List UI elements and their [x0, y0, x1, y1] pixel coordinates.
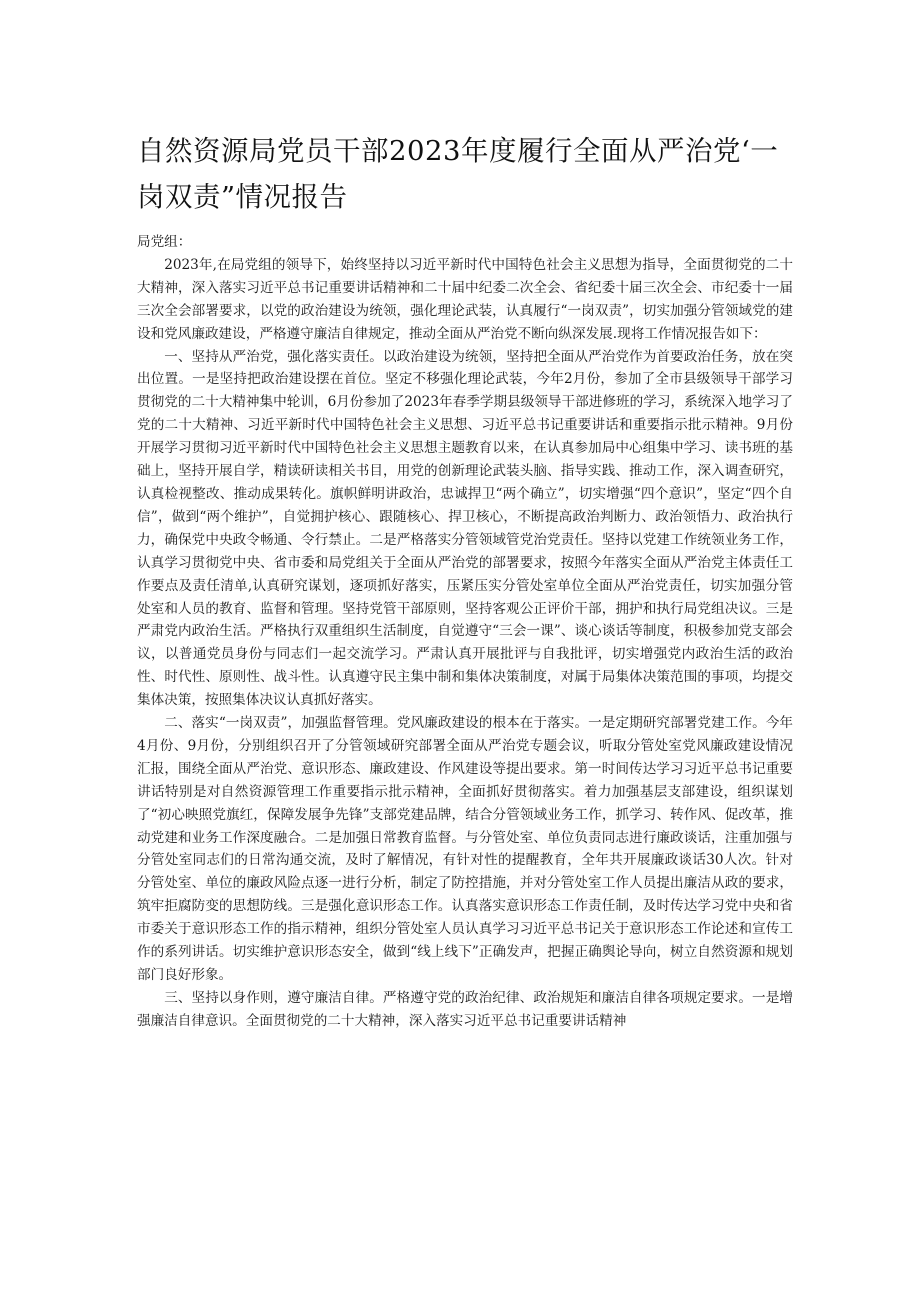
paragraph-section-3: 三、坚持以身作则，遵守廉洁自律。严格遵守党的政治纪律、政治规矩和廉洁自律各项规定要求。一是增强廉洁自律意识。全面贯彻党的二十大精神，深入落实习近平总书记重要讲话精神	[137, 989, 793, 1029]
document-body	[137, 231, 793, 1033]
paragraph-intro: 2023年,在局党组的领导下，始终坚持以习近平新时代中国特色社会主义思想为指导，全面贯彻党的二十大精神，深入落实习近平总书记重要讲话精神和二十届中纪委二次全会、省纪委十届三次全会、市纪委十一届三次全会部署要求，以党的政治建设为统领，强化理论武装，认真履行“一岗双责”，切实加强分管领域党的建设和党风廉政建设，严格遵守廉洁自律规定，推动全面从严治党不断向纵深发展.现将工作情况报告如下：	[137, 256, 793, 342]
document-title: 自然资源局党员干部2023年度履行全面从严治党‘一岗双责”情况报告	[137, 135, 779, 213]
salutation: 局党组：	[137, 234, 192, 250]
paragraph-section-1: 一、坚持从严治党，强化落实责任。以政治建设为统领，坚持把全面从严治党作为首要政治任务，放在突出位置。一是坚持把政治建设摆在首位。坚定不移强化理论武装，今年2月份，参加了全市县级领导干部学习贯彻党的二十大精神集中轮训，6月份参加了2023年春季学期县级领导干部进修班的学习，系统深入地学习了党的二十大精神、习近平新时代中国特色社会主义思想、习近平总书记重要讲话和重要指示批示精神。9月份开展学习贯彻习近平新时代中国特色社会主义思想主题教育以来，在认真参加局中心组集中学习、读书班的基础上，坚持开展自学，精读研读相关书目，用党的创新理论武装头脑、指导实践、推动工作，深入调查研究，认真检视整改、推动成果转化。旗帜鲜明讲政治，忠诚捍卫“两个确立”，切实增强“四个意识”，坚定“四个自信”，做到“两个维护”，自觉拥护核心、跟随核心、捍卫核心，不断提高政治判断力、政治领悟力、政治执行力，确保党中央政令畅通、令行禁止。二是严格落实分管领域管党治党责任。坚持以党建工作统领业务工作，认真学习贯彻党中央、省市委和局党组关于全面从严治党的部署要求，按照今年落实全面从严治党主体责任工作要点及责任清单,认真研究谋划，逐项抓好落实，压紧压实分管处室单位全面从严治党责任，切实加强分管处室和人员的教育、监督和管理。坚持党管干部原则，坚持客观公正评价干部，拥护和执行局党组决议。三是严肃党内政治生活。严格执行双重组织生活制度，自觉遵守“三会一课”、谈心谈话等制度，积极参加党支部会议，以普通党员身份与同志们一起交流学习。严肃认真开展批评与自我批评，切实增强党内政治生活的政治性、时代性、原则性、战斗性。认真遵守民主集中制和集体决策制度，对属于局集体决策范围的事项，均提交集体决策，按照集体决议认真抓好落实。	[137, 348, 793, 709]
paragraph-section-2: 二、落实“一岗双责”，加强监督管理。党风廉政建设的根本在于落实。一是定期研究部署党建工作。今年4月份、9月份，分别组织召开了分管领域研究部署全面从严治党专题会议，听取分管处室党风廉政建设情况汇报，围绕全面从严治党、意识形态、廉政建设、作风建设等提出要求。第一时间传达学习习近平总书记重要讲话特别是对自然资源管理工作重要指示批示精神，全面抓好贯彻落实。着力加强基层支部建设，组织谋划了“初心映照党旗红，保障发展争先锋”支部党建品牌，结合分管领域业务工作，抓学习、转作风、促改革，推动党建和业务工作深度融合。二是加强日常教育监督。与分管处室、单位负责同志进行廉政谈话，注重加强与分管处室同志们的日常沟通交流，及时了解情况，有针对性的提醒教育，全年共开展廉政谈话30人次。针对分管处室、单位的廉政风险点逐一进行分析，制定了防控措施，并对分管处室工作人员提出廉洁从政的要求，筑牢拒腐防变的思想防线。三是强化意识形态工作。认真落实意识形态工作责任制，及时传达学习党中央和省市委关于意识形态工作的指示精神，组织分管处室人员认真学习习近平总书记关于意识形态工作论述和宣传工作的系列讲话。切实维护意识形态安全，做到“线上线下”正确发声，把握正确舆论导向，树立自然资源和规划部门良好形象。	[137, 715, 793, 983]
